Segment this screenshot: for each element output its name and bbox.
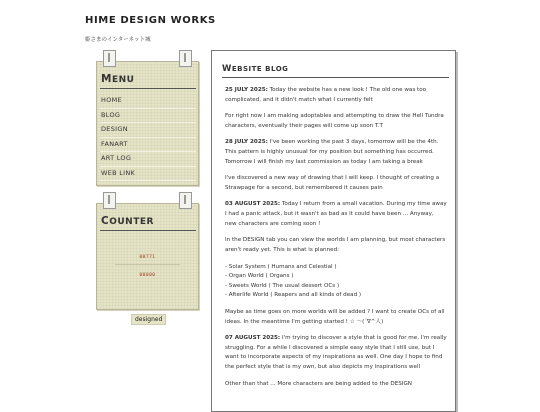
blog-entry: Maybe as time goes on more worlds will be added ? I want to create OCs of all ideas. In the meantime I'm getting started ! ☆ ～(´∇^人) — [225, 308, 445, 325]
online-counter: 00000 — [139, 273, 156, 278]
menu-heading-initial: M — [101, 73, 112, 85]
site-header — [85, 15, 216, 43]
menu-item-art-log[interactable]: ART LOG — [100, 152, 196, 167]
blog-entry: Other than that ... More characters are being added to the DESIGN — [225, 380, 412, 387]
world-list-item: - Afterlife World ( Reapers and all kinds of dead ) — [225, 292, 362, 299]
post-date: 03 AUGUST 2025: — [225, 201, 281, 208]
world-list-item: - Sweets World ( The usual dessert OCs ) — [225, 282, 340, 289]
counter-heading-initial: C — [101, 215, 110, 227]
menu-panel — [96, 61, 199, 186]
blog-entry — [225, 200, 447, 229]
site-title: HIME DESIGN WORKS — [85, 15, 216, 26]
blog-entry — [225, 86, 447, 105]
post-date: 25 JULY 2025: — [225, 87, 268, 93]
counter-panel — [96, 203, 199, 310]
counter-heading-rest: OUNTER — [109, 217, 154, 227]
blog-entry — [225, 334, 447, 372]
world-list — [225, 263, 447, 301]
post-text: I'm trying to discover a style that is good for me, I'm really struggling. For a while I discovered a simple easy style that I still use, but I want to incorporate aspects of my inspirations as well. One day I hope to find the perfect style that is my own, but also depicts my inspirations well — [225, 335, 447, 371]
designed-credit-link[interactable]: designed — [131, 314, 166, 325]
blog-entry: I've discovered a new way of drawing that I will keep. I thought of creating a Strawpage for a second, but remembered it causes pain — [225, 175, 440, 191]
blog-heading-initial: W — [222, 64, 232, 74]
blog-entry: For right now I am making adoptables and attempting to draw the Hell Tundra characters, eventually their pages will come up soon T.T — [225, 113, 444, 129]
counter-divider — [115, 260, 180, 265]
menu-item-home[interactable]: HOME — [100, 94, 196, 109]
post-date: 28 JULY 2025: — [225, 139, 268, 146]
blog-entry — [225, 138, 447, 167]
menu-item-design[interactable]: DESIGN — [100, 123, 196, 138]
site-tagline: 姫さまのインターネット城 — [85, 37, 151, 43]
pin-tab-icon — [103, 192, 116, 209]
counter-heading — [100, 215, 196, 231]
menu-item-web-link[interactable]: WEB LINK — [100, 167, 196, 182]
menu-heading-rest: ENU — [111, 75, 135, 85]
world-list-item: - Solar System ( Humans and Celestial ) — [225, 263, 337, 270]
pin-tab-icon — [103, 50, 116, 67]
hit-counter: 00771 — [139, 255, 156, 260]
blog-panel — [211, 50, 456, 412]
pin-tab-icon — [179, 192, 192, 209]
menu-list — [100, 94, 196, 181]
world-list-item: - Organ World ( Organs ) — [225, 273, 294, 280]
post-text: Today the website has a new look ! The old one was too complicated, and it didn't match what I currently felt — [225, 87, 427, 103]
blog-heading — [222, 64, 449, 78]
post-text: Today I return from a small vacation. During my time away I had a panic attack, but it wasn't as bad as it could have been ... Anyway, new characters are coming soon ! — [225, 201, 447, 227]
pin-tab-icon — [179, 50, 192, 67]
menu-heading — [100, 73, 196, 89]
blog-posts — [225, 86, 447, 389]
post-date: 07 AUGUST 2025: — [225, 335, 281, 342]
menu-item-fanart[interactable]: FANART — [100, 138, 196, 153]
menu-item-blog[interactable]: BLOG — [100, 109, 196, 124]
post-text: I've been working the past 3 days, tomorrow will be the 4th. This pattern is highly unusual for my position but something has occurred. Tomorrow I will finish my last commission as today I am taking a break — [225, 139, 439, 165]
blog-entry: In the DESIGN tab you can view the worlds I am planning, but most characters aren't ready yet. This is what is planned: — [225, 237, 446, 253]
blog-heading-rest: EBSITE BLOG — [231, 65, 289, 73]
